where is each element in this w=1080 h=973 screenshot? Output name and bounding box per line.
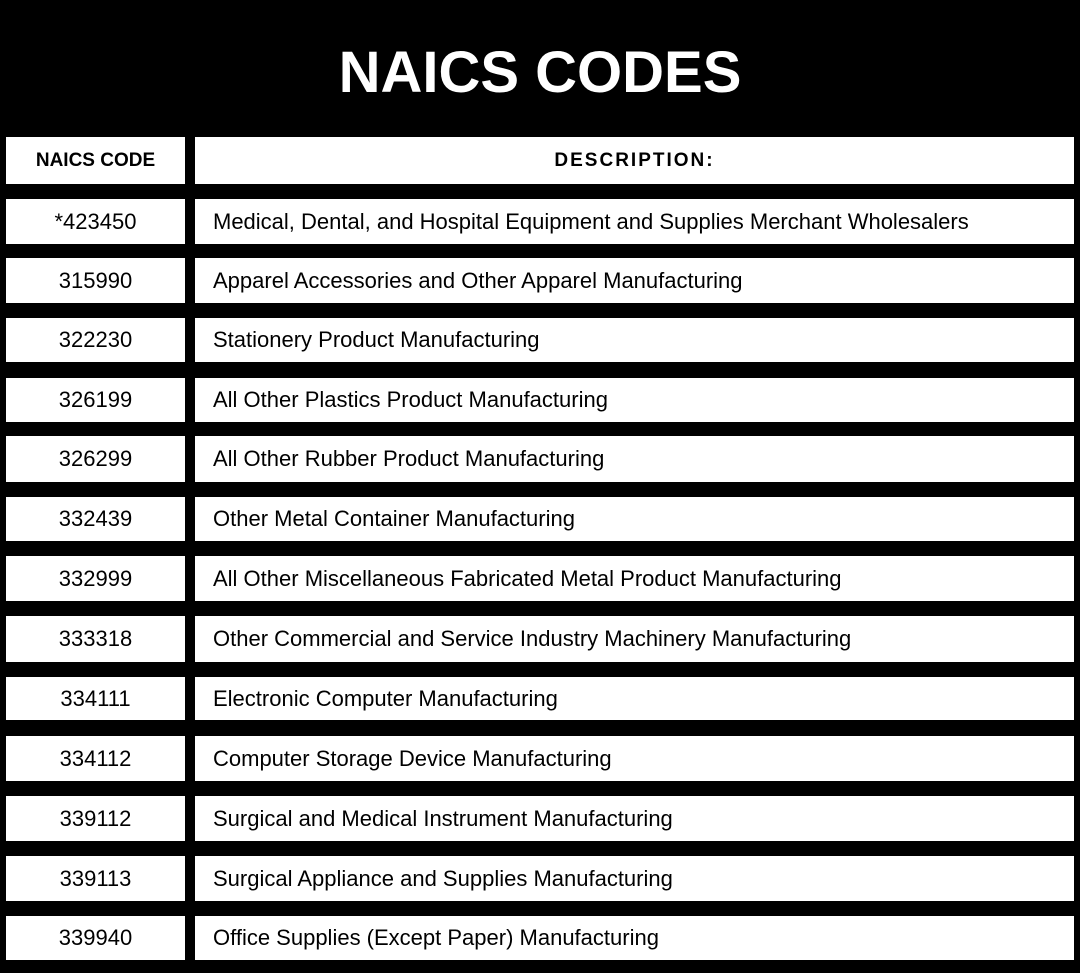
row-description-cell: All Other Miscellaneous Fabricated Metal Product Manufacturing xyxy=(195,556,1074,601)
row-code-cell: 333318 xyxy=(6,616,185,662)
row-code-cell: 339940 xyxy=(6,916,185,960)
column-header-code: NAICS CODE xyxy=(6,137,185,184)
row-code-cell: 326199 xyxy=(6,378,185,422)
row-code-cell: *423450 xyxy=(6,199,185,244)
page-title: NAICS CODES xyxy=(338,40,742,105)
row-description-cell: Surgical Appliance and Supplies Manufacturing xyxy=(195,856,1074,901)
row-code-cell: 339112 xyxy=(6,796,185,841)
row-code-cell: 332999 xyxy=(6,556,185,601)
row-description-cell: Medical, Dental, and Hospital Equipment and Supplies Merchant Wholesalers xyxy=(195,199,1074,244)
row-code-cell: 334112 xyxy=(6,736,185,781)
row-code-cell: 332439 xyxy=(6,497,185,541)
row-code-cell: 322230 xyxy=(6,318,185,362)
column-header-description: DESCRIPTION: xyxy=(195,137,1074,184)
row-description-cell: Computer Storage Device Manufacturing xyxy=(195,736,1074,781)
row-code-cell: 334111 xyxy=(6,677,185,720)
row-description-cell: All Other Plastics Product Manufacturing xyxy=(195,378,1074,422)
row-description-cell: Electronic Computer Manufacturing xyxy=(195,677,1074,720)
row-description-cell: All Other Rubber Product Manufacturing xyxy=(195,436,1074,482)
row-description-cell: Surgical and Medical Instrument Manufacturing xyxy=(195,796,1074,841)
row-code-cell: 339113 xyxy=(6,856,185,901)
row-description-cell: Other Commercial and Service Industry Machinery Manufacturing xyxy=(195,616,1074,662)
row-description-cell: Stationery Product Manufacturing xyxy=(195,318,1074,362)
row-code-cell: 315990 xyxy=(6,258,185,303)
row-description-cell: Other Metal Container Manufacturing xyxy=(195,497,1074,541)
row-description-cell: Office Supplies (Except Paper) Manufacturing xyxy=(195,916,1074,960)
row-description-cell: Apparel Accessories and Other Apparel Manufacturing xyxy=(195,258,1074,303)
row-code-cell: 326299 xyxy=(6,436,185,482)
